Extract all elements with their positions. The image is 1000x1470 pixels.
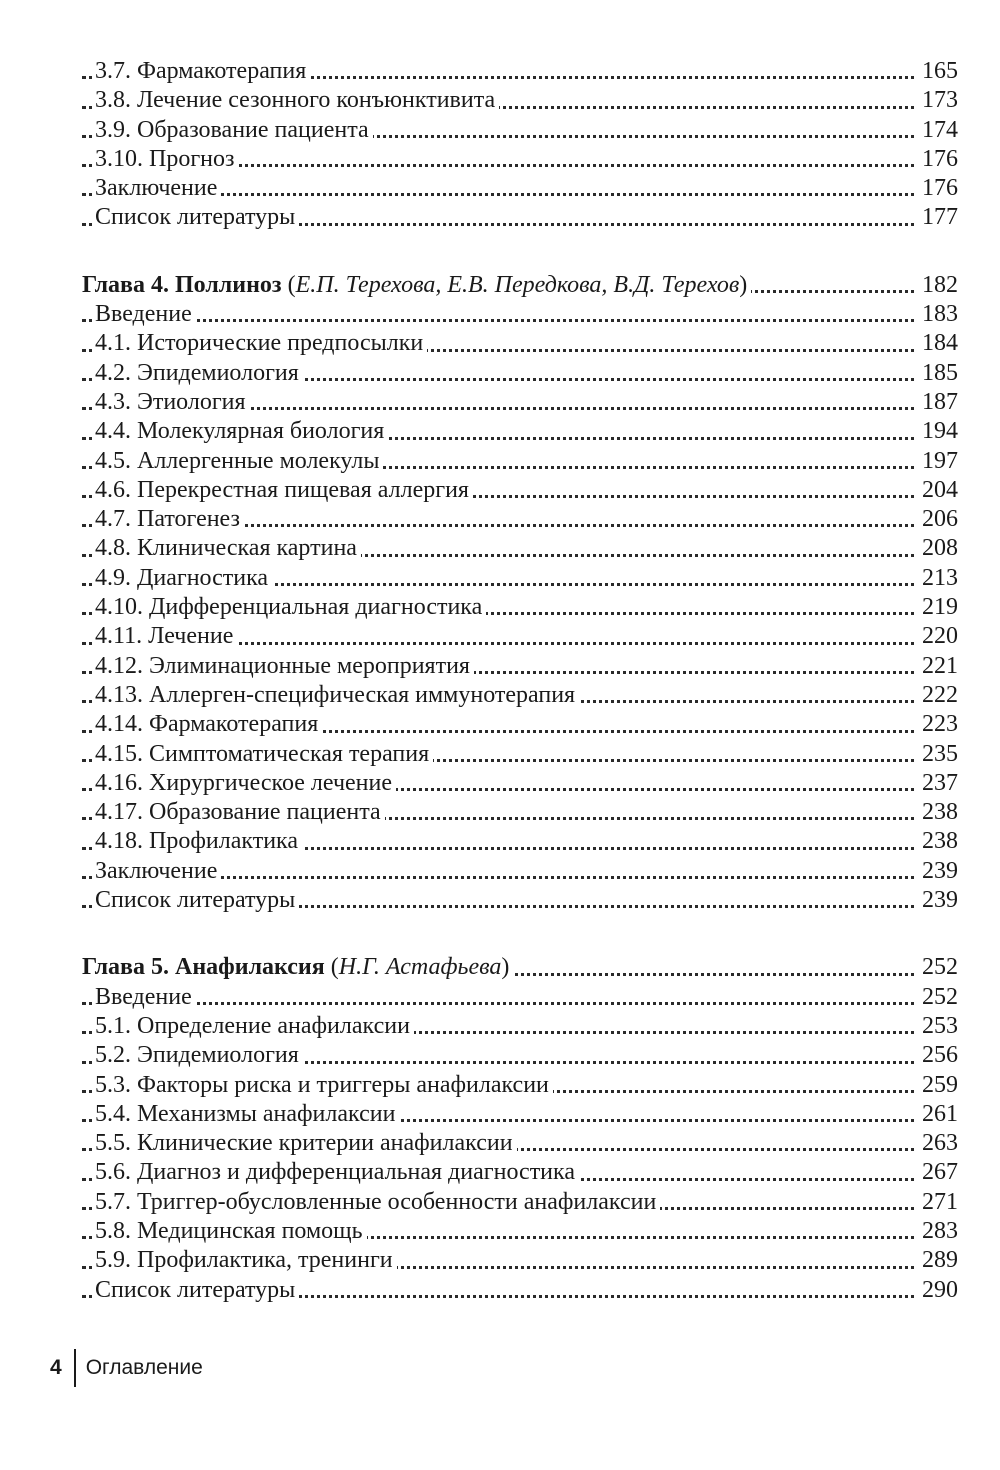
- footer-divider: [74, 1349, 76, 1387]
- toc-entry-title: Заключение: [95, 858, 221, 884]
- toc-entry-title: 4.11. Лечение: [95, 623, 237, 649]
- toc-entry-title: 5.9. Профилактика, тренинги: [95, 1247, 397, 1273]
- toc-entry[interactable]: [82, 359, 958, 388]
- toc-entry-title: 5.4. Механизмы анафилаксии: [95, 1101, 399, 1127]
- toc-entry-title: 4.7. Патогенез: [95, 506, 244, 532]
- toc-entry[interactable]: [82, 1246, 958, 1275]
- toc-entry-page: 197: [916, 447, 958, 476]
- toc-entry-page: 173: [916, 86, 958, 115]
- toc-entry-page: 222: [916, 681, 958, 710]
- toc-entry[interactable]: [82, 1217, 958, 1246]
- toc-entry[interactable]: [82, 681, 958, 710]
- toc-entry-title: 5.1. Определение анафилаксии: [95, 1013, 414, 1039]
- toc-entry[interactable]: [82, 1276, 958, 1305]
- toc-entry[interactable]: [82, 622, 958, 651]
- toc-entry-title: 5.3. Факторы риска и триггеры анафилаксии: [95, 1072, 553, 1098]
- toc-entry-page: 165: [916, 57, 958, 86]
- toc-entry-title: 5.6. Диагноз и дифференциальная диагностика: [95, 1159, 579, 1185]
- toc-entry-page: 204: [916, 476, 958, 505]
- toc-entry-page: 259: [916, 1071, 958, 1100]
- toc-entry[interactable]: [82, 710, 958, 739]
- toc-entry-title: 4.4. Молекулярная биология: [95, 418, 388, 444]
- chapter-heading-text: Глава 4. Поллиноз (Е.П. Терехова, Е.В. Передкова, В.Д. Терехов): [82, 272, 751, 298]
- toc-entry[interactable]: [82, 564, 958, 593]
- toc-entry[interactable]: [82, 827, 958, 856]
- toc-entry-page: 223: [916, 710, 958, 739]
- toc-entry-page: 253: [916, 1012, 958, 1041]
- toc-entry-title: 4.15. Симптоматическая терапия: [95, 741, 433, 767]
- toc-entry[interactable]: [82, 740, 958, 769]
- toc-entry-page: 176: [916, 145, 958, 174]
- toc-entry-title: 3.10. Прогноз: [95, 146, 239, 172]
- toc-entry-page: 184: [916, 329, 958, 358]
- toc-entry[interactable]: [82, 593, 958, 622]
- toc-entry-title: Список литературы: [95, 887, 299, 913]
- toc-entry-title: 5.8. Медицинская помощь: [95, 1218, 367, 1244]
- toc-entry-title: 3.9. Образование пациента: [95, 117, 373, 143]
- toc-entry[interactable]: [82, 1041, 958, 1070]
- toc-entry[interactable]: [82, 1012, 958, 1041]
- toc-entry-title: 5.5. Клинические критерии анафилаксии: [95, 1130, 517, 1156]
- toc-entry-title: Список литературы: [95, 204, 299, 230]
- toc-entry-title: 4.10. Дифференциальная диагностика: [95, 594, 486, 620]
- toc-entry-title: 4.3. Этиология: [95, 389, 250, 415]
- toc-entry-title: Заключение: [95, 175, 221, 201]
- toc-entry-title: Введение: [95, 301, 196, 327]
- toc-entry[interactable]: [82, 886, 958, 915]
- toc-entry-page: 261: [916, 1100, 958, 1129]
- toc-entry[interactable]: [82, 857, 958, 886]
- toc-entry[interactable]: [82, 447, 958, 476]
- toc-entry-title: 4.6. Перекрестная пищевая аллергия: [95, 477, 473, 503]
- chapter-authors: Н.Г. Астафьева: [338, 954, 502, 981]
- toc-entry-title: 4.18. Профилактика: [95, 828, 302, 854]
- chapter-page: 252: [916, 953, 958, 982]
- toc-entry-page: 174: [916, 116, 958, 145]
- toc-entry-page: 271: [916, 1188, 958, 1217]
- toc-entry-page: 219: [916, 593, 958, 622]
- toc-entry[interactable]: [82, 983, 958, 1012]
- chapter-label: Глава 4. Поллиноз: [82, 271, 282, 298]
- toc-entry[interactable]: [82, 798, 958, 827]
- toc-entry[interactable]: [82, 652, 958, 681]
- toc-entry[interactable]: [82, 1100, 958, 1129]
- toc-entry[interactable]: [82, 1158, 958, 1187]
- toc-entry-page: 290: [916, 1276, 958, 1305]
- toc-entry[interactable]: [82, 476, 958, 505]
- chapter-heading-text: Глава 5. Анафилаксия (Н.Г. Астафьева): [82, 954, 513, 980]
- toc-entry-page: 221: [916, 652, 958, 681]
- toc-entry-page: 239: [916, 857, 958, 886]
- toc-entry[interactable]: [82, 145, 958, 174]
- toc-entry-page: 176: [916, 174, 958, 203]
- toc-entry[interactable]: [82, 388, 958, 417]
- toc-entry[interactable]: [82, 203, 958, 232]
- toc-entry-page: 194: [916, 417, 958, 446]
- chapter-page: 182: [916, 271, 958, 300]
- toc-entry-page: 256: [916, 1041, 958, 1070]
- toc-entry[interactable]: [82, 769, 958, 798]
- toc-entry-title: 4.2. Эпидемиология: [95, 360, 303, 386]
- toc-entry-page: 187: [916, 388, 958, 417]
- toc-entry[interactable]: [82, 329, 958, 358]
- toc-entry-page: 208: [916, 534, 958, 563]
- toc-entry-page: 238: [916, 798, 958, 827]
- toc-entry-title: 4.9. Диагностика: [95, 565, 272, 591]
- toc-entry[interactable]: [82, 1071, 958, 1100]
- running-title: Оглавление: [85, 1356, 203, 1379]
- toc-entry-title: 4.5. Аллергенные молекулы: [95, 448, 383, 474]
- toc-entry-title: 4.13. Аллерген-специфическая иммунотерапия: [95, 682, 579, 708]
- toc-entry-page: 237: [916, 769, 958, 798]
- toc-entry-page: 239: [916, 886, 958, 915]
- toc-entry[interactable]: [82, 86, 958, 115]
- toc-entry-title: Список литературы: [95, 1277, 299, 1303]
- toc-entry[interactable]: [82, 417, 958, 446]
- chapter-authors: Е.П. Терехова, Е.В. Передкова, В.Д. Терехов: [295, 271, 740, 298]
- toc-entry-title: 5.2. Эпидемиология: [95, 1042, 303, 1068]
- toc-entry-page: 206: [916, 505, 958, 534]
- table-of-contents: [82, 57, 958, 1305]
- chapter-heading-4[interactable]: [82, 271, 958, 300]
- toc-entry[interactable]: [82, 505, 958, 534]
- toc-entry[interactable]: [82, 300, 958, 329]
- toc-entry[interactable]: [82, 534, 958, 563]
- toc-entry-page: 183: [916, 300, 958, 329]
- toc-entry-page: 289: [916, 1246, 958, 1275]
- toc-entry-title: 4.14. Фармакотерапия: [95, 711, 322, 737]
- toc-entry-title: Введение: [95, 984, 196, 1010]
- toc-entry-title: 4.16. Хирургическое лечение: [95, 770, 396, 796]
- toc-entry-page: 213: [916, 564, 958, 593]
- section-gap: [82, 233, 958, 271]
- page-number: 4: [50, 1356, 62, 1379]
- toc-entry-page: 252: [916, 983, 958, 1012]
- toc-entry-title: 4.8. Клиническая картина: [95, 535, 361, 561]
- toc-entry-page: 283: [916, 1217, 958, 1246]
- toc-entry[interactable]: [82, 116, 958, 145]
- toc-entry-title: 4.12. Элиминационные мероприятия: [95, 653, 474, 679]
- page-footer: [50, 1350, 203, 1386]
- toc-entry[interactable]: [82, 1129, 958, 1158]
- toc-entry-page: 267: [916, 1158, 958, 1187]
- toc-entry-page: 238: [916, 827, 958, 856]
- toc-entry-title: 3.7. Фармакотерапия: [95, 58, 310, 84]
- chapter-label: Глава 5. Анафилаксия: [82, 954, 325, 981]
- toc-entry-page: 177: [916, 203, 958, 232]
- toc-entry-page: 220: [916, 622, 958, 651]
- toc-entry-title: 4.17. Образование пациента: [95, 799, 385, 825]
- toc-entry-title: 5.7. Триггер-обусловленные особенности анафилаксии: [95, 1189, 660, 1215]
- section-gap: [82, 915, 958, 953]
- toc-entry-page: 235: [916, 740, 958, 769]
- toc-entry-page: 185: [916, 359, 958, 388]
- toc-entry[interactable]: [82, 174, 958, 203]
- chapter-heading-5[interactable]: [82, 953, 958, 982]
- toc-entry-page: 263: [916, 1129, 958, 1158]
- toc-entry[interactable]: [82, 1188, 958, 1217]
- toc-entry-title: 3.8. Лечение сезонного конъюнктивита: [95, 87, 499, 113]
- toc-entry[interactable]: [82, 57, 958, 86]
- toc-entry-title: 4.1. Исторические предпосылки: [95, 330, 427, 356]
